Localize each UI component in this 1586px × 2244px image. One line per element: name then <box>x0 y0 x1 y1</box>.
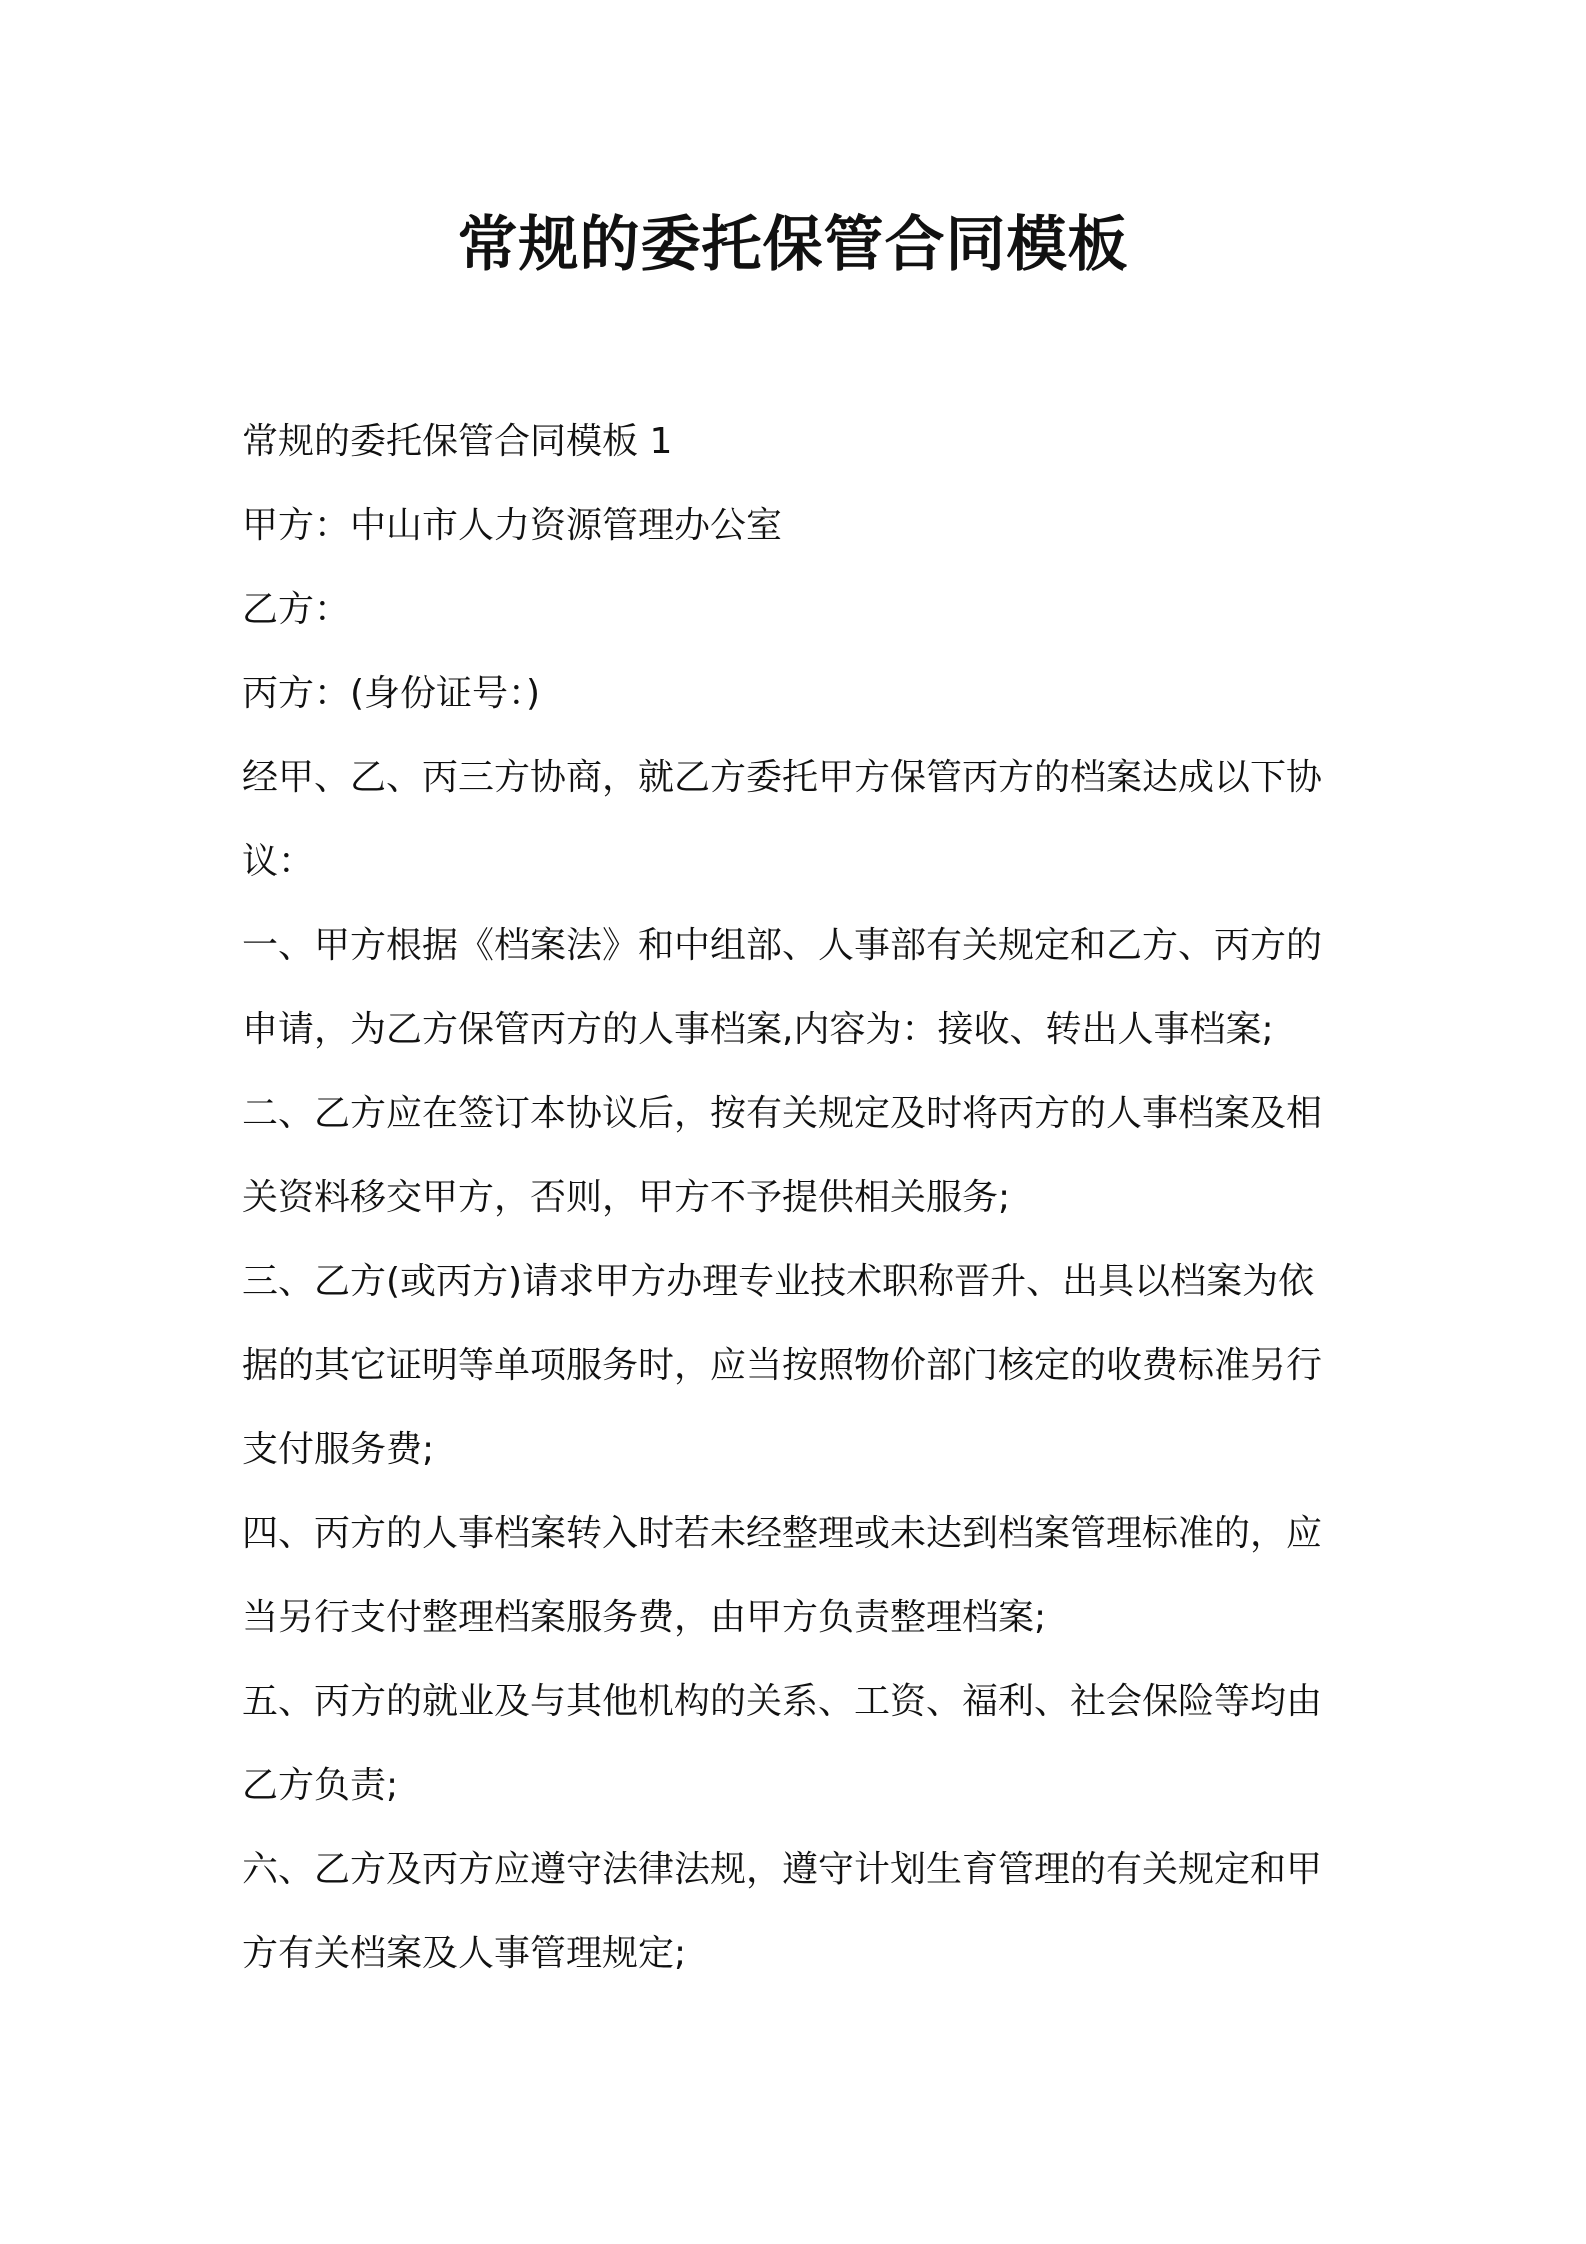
party-c-line: 丙方：(身份证号：) <box>242 673 541 714</box>
clause-line: 乙方负责; <box>242 1765 399 1806</box>
clause-line: 据的其它证明等单项服务时，应当按照物价部门核定的收费标准另行 <box>242 1345 1323 1386</box>
paragraph-line: 经甲、乙、丙三方协商，就乙方委托甲方保管丙方的档案达成以下协 <box>242 757 1323 798</box>
paragraph-line: 议： <box>242 841 315 882</box>
document-title: 常规的委托保管合同模板 <box>457 210 1129 280</box>
clause-line: 一、甲方根据《档案法》和中组部、人事部有关规定和乙方、丙方的 <box>242 925 1323 966</box>
clause-line: 支付服务费; <box>242 1429 435 1470</box>
clause-line: 方有关档案及人事管理规定; <box>242 1933 687 1974</box>
party-b-line: 乙方： <box>242 589 351 630</box>
clause-line: 申请，为乙方保管丙方的人事档案,内容为：接收、转出人事档案; <box>242 1009 1274 1050</box>
clause-line: 五、丙方的就业及与其他机构的关系、工资、福利、社会保险等均由 <box>242 1681 1323 1722</box>
clause-line: 三、乙方(或丙方)请求甲方办理专业技术职称晋升、出具以档案为依 <box>242 1261 1315 1302</box>
clause-line: 关资料移交甲方，否则，甲方不予提供相关服务; <box>242 1177 1011 1218</box>
subtitle-line: 常规的委托保管合同模板 1 <box>242 421 673 462</box>
clause-line: 六、乙方及丙方应遵守法律法规，遵守计划生育管理的有关规定和甲 <box>242 1849 1323 1890</box>
party-a-line: 甲方：中山市人力资源管理办公室 <box>242 505 783 546</box>
document-body <box>242 400 1362 1996</box>
clause-line: 四、丙方的人事档案转入时若未经整理或未达到档案管理标准的，应 <box>242 1513 1323 1554</box>
clause-line: 当另行支付整理档案服务费，由甲方负责整理档案; <box>242 1597 1047 1638</box>
clause-line: 二、乙方应在签订本协议后，按有关规定及时将丙方的人事档案及相 <box>242 1093 1323 1134</box>
